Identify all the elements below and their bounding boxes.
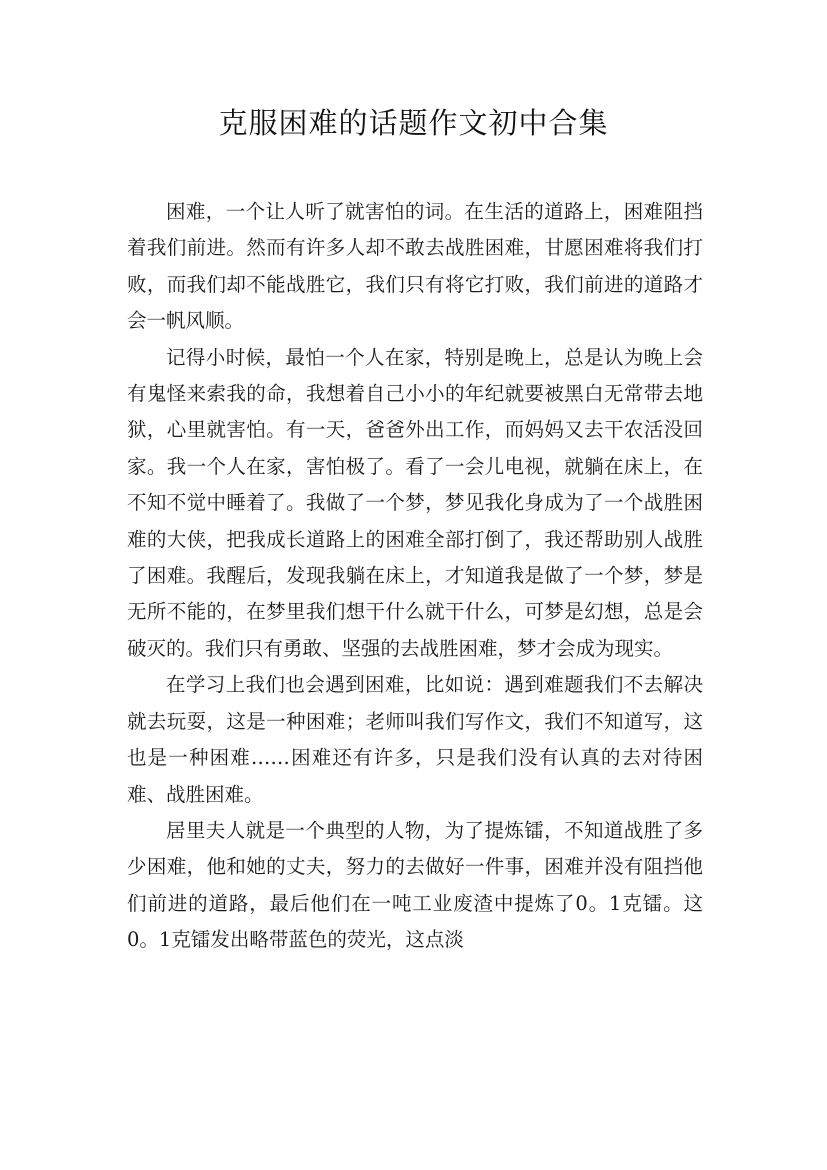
paragraph-4: 居里夫人就是一个典型的人物，为了提炼镭，不知道战胜了多少困难，他和她的丈夫，努力的去做好一件事，困难并没有阻挡他们前进的道路，最后他们在一吨工业废渣中提炼了0。1克镭。这0。1克镭发出略带蓝色的荧光，这点淡	[127, 818, 703, 952]
paragraph-3: 在学习上我们也会遇到困难，比如说：遇到难题我们不去解决就去玩耍，这是一种困难；老师叫我们写作文，我们不知道写，这也是一种困难……困难还有许多，只是我们没有认真的去对待困难、战胜困难。	[127, 673, 703, 806]
document-body	[127, 194, 703, 959]
paragraph-1: 困难，一个让人听了就害怕的词。在生活的道路上，困难阻挡着我们前进。然而有许多人却不敢去战胜困难，甘愿困难将我们打败，而我们却不能战胜它，我们只有将它打败，我们前进的道路才会一帆风顺。	[127, 200, 703, 333]
document-title: 克服困难的话题作文初中合集	[218, 106, 609, 140]
paragraph-2: 记得小时候，最怕一个人在家，特别是晚上，总是认为晚上会有鬼怪来索我的命，我想着自己小小的年纪就要被黑白无常带去地狱，心里就害怕。有一天，爸爸外出工作，而妈妈又去干农活没回家。我一个人在家，害怕极了。看了一会儿电视，就躺在床上，在不知不觉中睡着了。我做了一个梦，梦见我化身成为了一个战胜困难的大侠，把我成长道路上的困难全部打倒了，我还帮助别人战胜了困难。我醒后，发现我躺在床上，才知道我是做了一个梦，梦是无所不能的，在梦里我们想干什么就干什么，可梦是幻想，总是会破灭的。我们只有勇敢、坚强的去战胜困难，梦才会成为现实。	[127, 345, 703, 660]
